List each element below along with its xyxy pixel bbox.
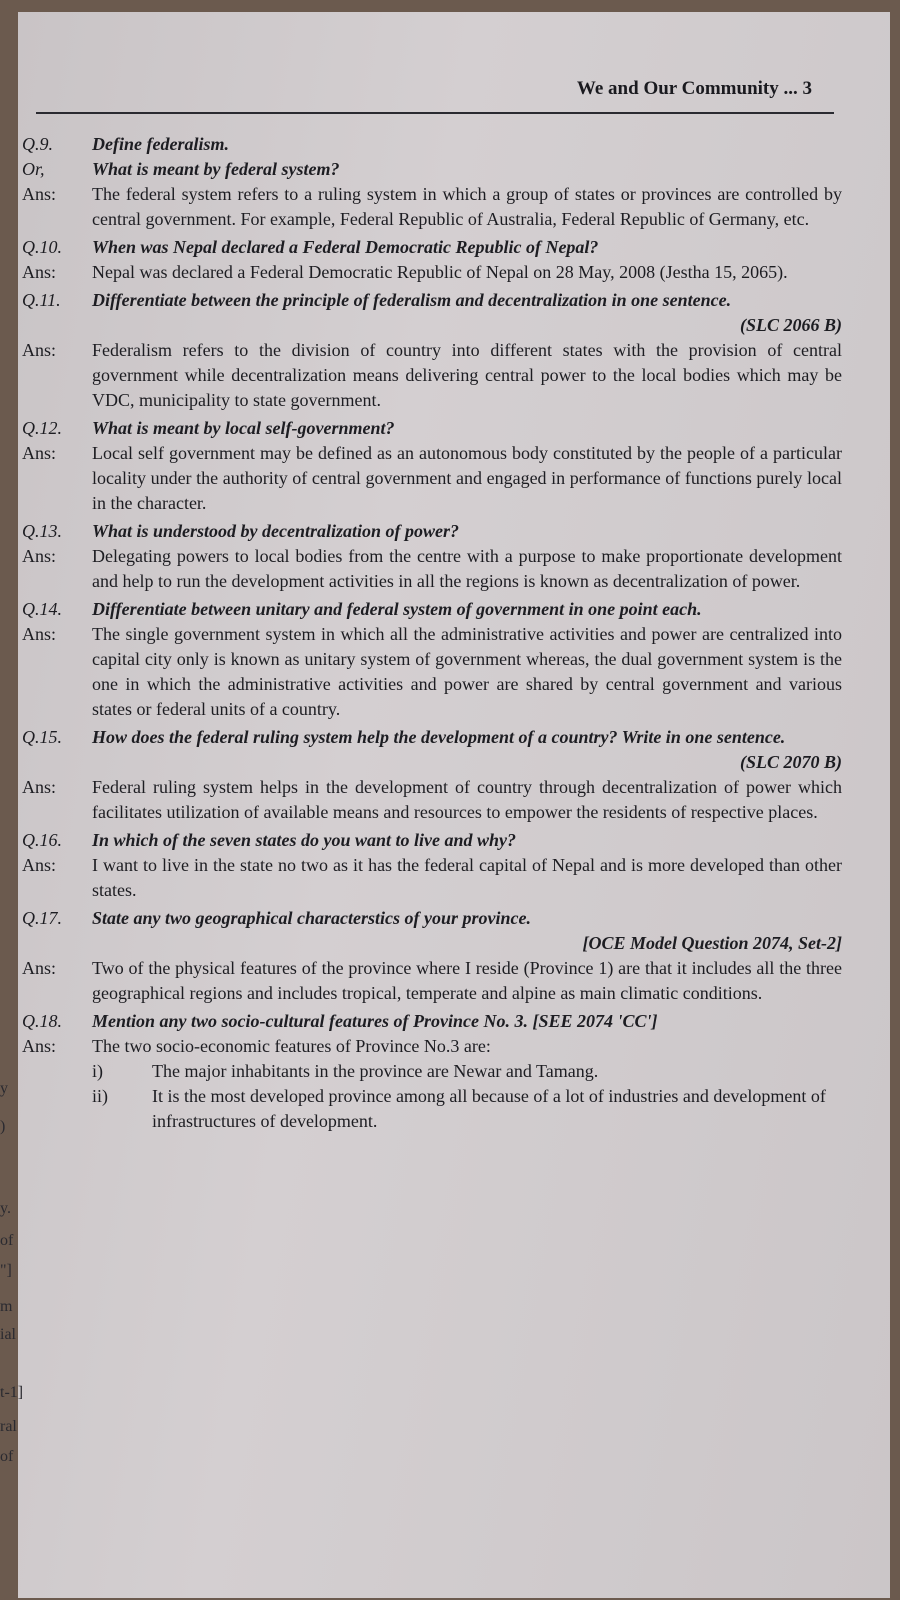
list-item-number: ii)	[92, 1086, 108, 1106]
answer-line	[22, 338, 842, 413]
margin-fragment: t-1]	[0, 1384, 24, 1401]
question-body: Differentiate between unitary and federal system of government in one point each.	[92, 599, 702, 619]
question-body: When was Nepal declared a Federal Democratic Republic of Nepal?	[92, 237, 599, 257]
qa-list	[22, 132, 842, 1137]
question-line	[22, 416, 842, 441]
answer-label: Ans:	[22, 624, 57, 644]
margin-fragment: )	[0, 1118, 6, 1135]
question-line	[22, 597, 842, 622]
question-line	[22, 725, 842, 775]
answer-line	[22, 853, 842, 903]
answer-text: Delegating powers to local bodies from the centre with a purpose to make proportionate development and help to run the development activities in all the regions is known as decentralization of power.	[92, 546, 842, 591]
question-line	[22, 235, 842, 260]
question-body: In which of the seven states do you want to live and why?	[92, 830, 517, 850]
margin-fragment: y	[0, 1080, 8, 1097]
answer-text: Nepal was declared a Federal Democratic Republic of Nepal on 28 May, 2008 (Jestha 15, 2065).	[92, 262, 788, 282]
question-reference: (SLC 2066 B)	[739, 315, 842, 335]
answer-text: Local self government may be defined as an autonomous body constituted by the people of a particular locality under the authority of central government and engaged in performance of functions purely local in the character.	[92, 443, 842, 513]
qa-block	[22, 132, 842, 232]
qa-block	[22, 906, 842, 1006]
question-text	[92, 132, 842, 157]
question-text	[92, 906, 842, 956]
margin-fragment: of	[0, 1232, 14, 1249]
question-body: Differentiate between the principle of federalism and decentralization in one sentence.	[92, 290, 732, 310]
answer-line	[22, 441, 842, 516]
answer-line	[22, 622, 842, 722]
question-line	[22, 288, 842, 338]
question-text	[92, 416, 842, 441]
answer-text: Federalism refers to the division of country into different states with the provision of central government while decentralization means delivering central power to the local bodies which may be VDC, municipality to state government.	[92, 340, 842, 410]
answer-list-item	[22, 1059, 842, 1084]
question-line	[22, 906, 842, 956]
answer-line	[22, 544, 842, 594]
question-number: Q.12.	[22, 418, 62, 438]
answer-label: Ans:	[22, 340, 57, 360]
question-number: Q.14.	[22, 599, 62, 619]
alternate-label: Or,	[22, 159, 45, 179]
qa-block	[22, 519, 842, 594]
answer-text: The single government system in which all the administrative activities and power are centralized into capital city only is known as unitary system of government whereas, the dual government system is the one in which the administrative activities and power are shared by central government and various states or federal units of a country.	[92, 624, 842, 719]
qa-block	[22, 725, 842, 825]
question-line	[22, 828, 842, 853]
question-text	[92, 519, 842, 544]
question-body: What is understood by decentralization of power?	[92, 521, 460, 541]
question-text	[92, 828, 842, 853]
question-number: Q.15.	[22, 727, 62, 747]
question-number: Q.13.	[22, 521, 62, 541]
answer-label: Ans:	[22, 958, 57, 978]
question-number: Q.16.	[22, 830, 62, 850]
page-header: We and Our Community ... 3	[576, 78, 812, 99]
list-item-number: i)	[92, 1061, 103, 1081]
answer-line	[22, 260, 842, 285]
question-number: Q.9.	[22, 134, 53, 154]
answer-line	[22, 1034, 842, 1059]
question-text	[92, 288, 842, 338]
qa-block	[22, 828, 842, 903]
answer-label: Ans:	[22, 1036, 57, 1056]
question-reference: (SLC 2070 B)	[739, 752, 842, 772]
answer-label: Ans:	[22, 262, 57, 282]
answer-label: Ans:	[22, 184, 57, 204]
margin-fragment: y.	[0, 1200, 11, 1217]
margin-fragment: ral	[0, 1418, 17, 1435]
answer-label: Ans:	[22, 777, 57, 797]
alternate-question-line	[22, 157, 842, 182]
question-line	[22, 519, 842, 544]
question-body: Define federalism.	[92, 134, 229, 154]
margin-fragment: "]	[0, 1262, 12, 1279]
question-number: Q.11.	[22, 290, 61, 310]
question-body: State any two geographical characterstics of your province.	[92, 908, 531, 928]
question-text	[92, 1009, 842, 1034]
question-text	[92, 597, 842, 622]
qa-block	[22, 416, 842, 516]
question-text	[92, 235, 842, 260]
answer-text: Two of the physical features of the province where I reside (Province 1) are that it includes all the three geographical regions and includes tropical, temperate and alpine as main climatic conditions.	[92, 958, 842, 1003]
answer-text: Federal ruling system helps in the development of country through decentralization of power which facilitates utilization of available means and resources to empower the residents of respective places.	[92, 777, 842, 822]
textbook-page	[18, 12, 890, 1598]
list-item-text: It is the most developed province among all because of a lot of industries and development of infrastructures of development.	[152, 1086, 826, 1131]
alternate-question-text: What is meant by federal system?	[92, 159, 340, 179]
question-text	[92, 725, 842, 775]
list-item-text: The major inhabitants in the province are Newar and Tamang.	[152, 1061, 599, 1081]
answer-line	[22, 182, 842, 232]
margin-fragment: ial	[0, 1326, 16, 1343]
answer-line	[22, 956, 842, 1006]
question-body: What is meant by local self-government?	[92, 418, 395, 438]
question-number: Q.17.	[22, 908, 62, 928]
qa-block	[22, 1009, 842, 1134]
margin-fragment: of	[0, 1448, 14, 1465]
answer-text: The two socio-economic features of Province No.3 are:	[92, 1036, 491, 1056]
answer-label: Ans:	[22, 443, 57, 463]
question-number: Q.18.	[22, 1011, 62, 1031]
qa-block	[22, 597, 842, 722]
answer-list-item	[22, 1084, 842, 1134]
answer-line	[22, 775, 842, 825]
margin-fragment: m	[0, 1298, 13, 1315]
question-line	[22, 132, 842, 157]
question-reference: [SEE 2074 'CC']	[532, 1011, 658, 1031]
question-number: Q.10.	[22, 237, 62, 257]
qa-block	[22, 235, 842, 285]
question-line	[22, 1009, 842, 1034]
answer-label: Ans:	[22, 855, 57, 875]
question-body: Mention any two socio-cultural features of Province No. 3.	[92, 1011, 528, 1031]
answer-text: The federal system refers to a ruling system in which a group of states or provinces are controlled by central government. For example, Federal Republic of Australia, Federal Republic of Germany, etc.	[92, 184, 842, 229]
answer-text: I want to live in the state no two as it has the federal capital of Nepal and is more developed than other states.	[92, 855, 842, 900]
question-body: How does the federal ruling system help the development of a country? Write in one sentence.	[92, 727, 786, 747]
qa-block	[22, 288, 842, 413]
question-reference: [OCE Model Question 2074, Set-2]	[582, 933, 842, 953]
answer-label: Ans:	[22, 546, 57, 566]
header-rule	[36, 112, 834, 114]
